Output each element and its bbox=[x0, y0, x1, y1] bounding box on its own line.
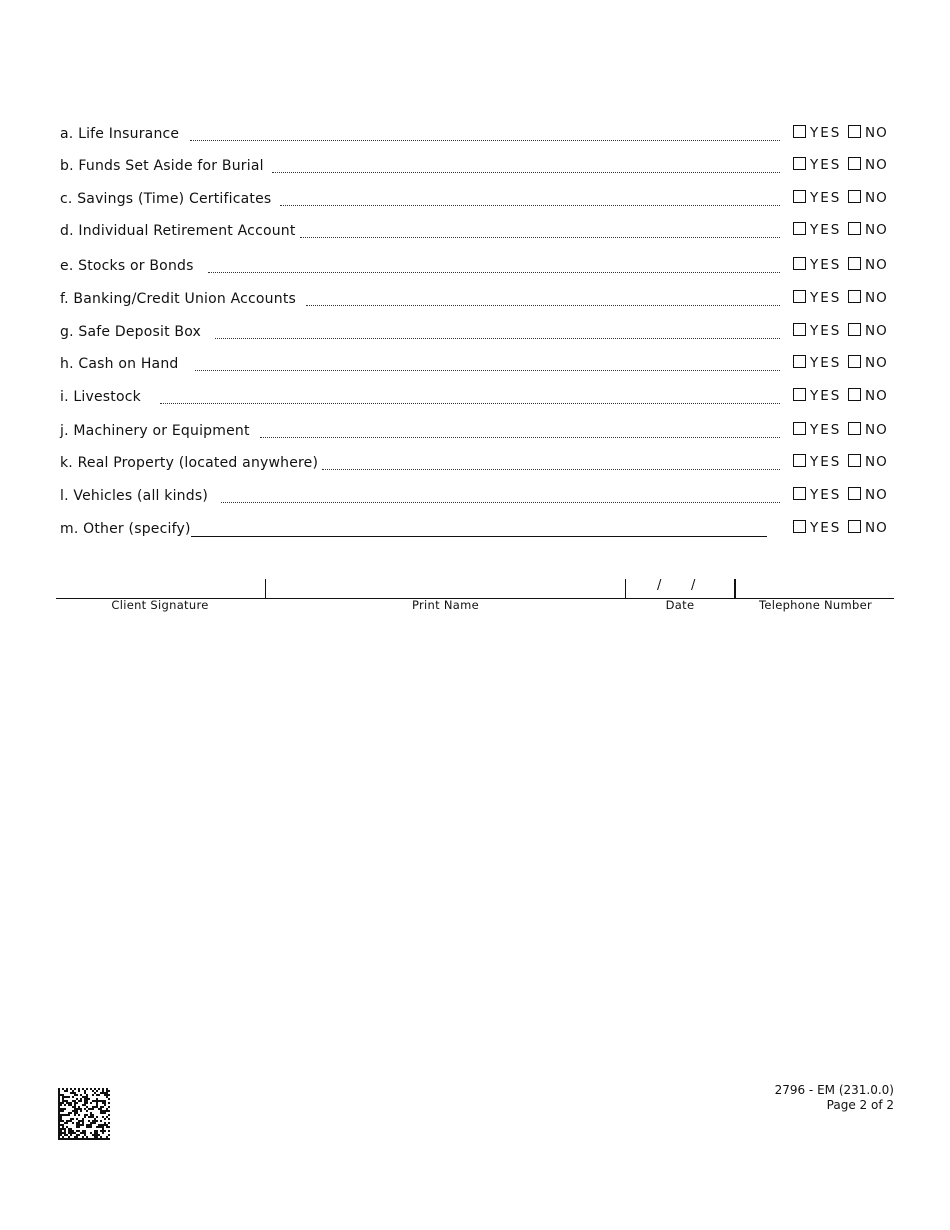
asset-row-c bbox=[60, 191, 890, 211]
yes-checkbox[interactable] bbox=[793, 125, 806, 138]
no-checkbox[interactable] bbox=[848, 157, 861, 170]
divider bbox=[734, 579, 736, 599]
asset-label: j. Machinery or Equipment bbox=[60, 423, 250, 439]
form-code: 2796 - EM (231.0.0) bbox=[774, 1083, 894, 1097]
date-caption: Date bbox=[665, 598, 695, 612]
yes-no-options bbox=[791, 387, 891, 405]
yes-no-options bbox=[791, 486, 891, 504]
no-checkbox[interactable] bbox=[848, 487, 861, 500]
yes-no-options bbox=[791, 124, 891, 142]
yes-label: YES bbox=[810, 388, 842, 404]
yes-label: YES bbox=[810, 422, 842, 438]
no-label: NO bbox=[865, 323, 888, 339]
asset-row-e bbox=[60, 258, 890, 278]
dot-leader bbox=[280, 191, 780, 206]
no-checkbox[interactable] bbox=[848, 190, 861, 203]
yes-no-options bbox=[791, 221, 891, 239]
yes-label: YES bbox=[810, 157, 842, 173]
yes-checkbox[interactable] bbox=[793, 355, 806, 368]
no-label: NO bbox=[865, 190, 888, 206]
page-number: Page 2 of 2 bbox=[826, 1098, 894, 1112]
yes-checkbox[interactable] bbox=[793, 323, 806, 336]
yes-label: YES bbox=[810, 290, 842, 306]
yes-no-options bbox=[791, 421, 891, 439]
yes-checkbox[interactable] bbox=[793, 290, 806, 303]
yes-label: YES bbox=[810, 454, 842, 470]
yes-label: YES bbox=[810, 190, 842, 206]
no-label: NO bbox=[865, 388, 888, 404]
dot-leader bbox=[322, 455, 780, 470]
asset-row-g bbox=[60, 324, 890, 344]
no-checkbox[interactable] bbox=[848, 323, 861, 336]
client-signature-caption: Client Signature bbox=[111, 598, 209, 612]
yes-no-options bbox=[791, 519, 891, 537]
asset-label: h. Cash on Hand bbox=[60, 356, 179, 372]
dot-leader bbox=[208, 258, 780, 273]
no-label: NO bbox=[865, 520, 888, 536]
asset-label: i. Livestock bbox=[60, 389, 141, 405]
yes-label: YES bbox=[810, 487, 842, 503]
yes-no-options bbox=[791, 354, 891, 372]
signature-block bbox=[56, 578, 894, 618]
dot-leader bbox=[160, 389, 780, 404]
no-label: NO bbox=[865, 290, 888, 306]
yes-label: YES bbox=[810, 257, 842, 273]
dot-leader bbox=[260, 423, 780, 438]
no-checkbox[interactable] bbox=[848, 355, 861, 368]
asset-label: l. Vehicles (all kinds) bbox=[60, 488, 208, 504]
asset-label: b. Funds Set Aside for Burial bbox=[60, 158, 264, 174]
yes-label: YES bbox=[810, 355, 842, 371]
no-label: NO bbox=[865, 222, 888, 238]
form-footer bbox=[775, 1083, 894, 1113]
date-field[interactable] bbox=[627, 578, 733, 598]
no-checkbox[interactable] bbox=[848, 454, 861, 467]
no-checkbox[interactable] bbox=[848, 257, 861, 270]
dot-leader bbox=[195, 356, 780, 371]
yes-label: YES bbox=[810, 222, 842, 238]
asset-row-j bbox=[60, 423, 890, 443]
asset-label: a. Life Insurance bbox=[60, 126, 180, 142]
asset-row-d bbox=[60, 223, 890, 243]
asset-label: k. Real Property (located anywhere) bbox=[60, 455, 319, 471]
no-label: NO bbox=[865, 454, 888, 470]
asset-label: m. Other (specify) bbox=[60, 521, 191, 537]
yes-checkbox[interactable] bbox=[793, 487, 806, 500]
dot-leader bbox=[306, 291, 780, 306]
yes-label: YES bbox=[810, 125, 842, 141]
asset-row-h bbox=[60, 356, 890, 376]
no-checkbox[interactable] bbox=[848, 222, 861, 235]
client-signature-field[interactable] bbox=[56, 578, 264, 598]
yes-checkbox[interactable] bbox=[793, 257, 806, 270]
yes-no-options bbox=[791, 189, 891, 207]
yes-label: YES bbox=[810, 520, 842, 536]
yes-no-options bbox=[791, 322, 891, 340]
barcode-image bbox=[58, 1088, 110, 1140]
asset-label: d. Individual Retirement Account bbox=[60, 223, 296, 239]
other-specify-field[interactable] bbox=[191, 536, 767, 537]
barcode-icon bbox=[58, 1088, 110, 1140]
yes-checkbox[interactable] bbox=[793, 157, 806, 170]
asset-label: c. Savings (Time) Certificates bbox=[60, 191, 272, 207]
dot-leader bbox=[221, 488, 780, 503]
print-name-field[interactable] bbox=[267, 578, 624, 598]
divider bbox=[625, 579, 626, 599]
no-label: NO bbox=[865, 422, 888, 438]
divider bbox=[265, 579, 266, 599]
no-checkbox[interactable] bbox=[848, 125, 861, 138]
asset-row-a bbox=[60, 126, 890, 146]
asset-label: e. Stocks or Bonds bbox=[60, 258, 194, 274]
yes-checkbox[interactable] bbox=[793, 520, 806, 533]
yes-checkbox[interactable] bbox=[793, 422, 806, 435]
no-label: NO bbox=[865, 355, 888, 371]
asset-row-i bbox=[60, 389, 890, 409]
dot-leader bbox=[190, 126, 780, 141]
telephone-field[interactable] bbox=[737, 578, 894, 598]
asset-label: f. Banking/Credit Union Accounts bbox=[60, 291, 297, 307]
yes-no-options bbox=[791, 256, 891, 274]
no-label: NO bbox=[865, 487, 888, 503]
yes-no-options bbox=[791, 156, 891, 174]
date-separator: / bbox=[657, 578, 662, 593]
asset-label: g. Safe Deposit Box bbox=[60, 324, 202, 340]
no-checkbox[interactable] bbox=[848, 290, 861, 303]
yes-checkbox[interactable] bbox=[793, 222, 806, 235]
yes-checkbox[interactable] bbox=[793, 454, 806, 467]
asset-row-l bbox=[60, 488, 890, 508]
telephone-caption: Telephone Number bbox=[758, 598, 873, 612]
dot-leader bbox=[300, 223, 780, 238]
asset-row-m bbox=[60, 521, 890, 541]
yes-no-options bbox=[791, 289, 891, 307]
no-checkbox[interactable] bbox=[848, 388, 861, 401]
no-checkbox[interactable] bbox=[848, 422, 861, 435]
yes-checkbox[interactable] bbox=[793, 190, 806, 203]
no-label: NO bbox=[865, 125, 888, 141]
yes-label: YES bbox=[810, 323, 842, 339]
asset-row-b bbox=[60, 158, 890, 178]
no-label: NO bbox=[865, 257, 888, 273]
asset-row-f bbox=[60, 291, 890, 311]
dot-leader bbox=[215, 324, 780, 339]
no-label: NO bbox=[865, 157, 888, 173]
yes-no-options bbox=[791, 453, 891, 471]
date-separator: / bbox=[691, 578, 696, 593]
dot-leader bbox=[272, 158, 780, 173]
yes-checkbox[interactable] bbox=[793, 388, 806, 401]
print-name-caption: Print Name bbox=[411, 598, 480, 612]
asset-row-k bbox=[60, 455, 890, 475]
no-checkbox[interactable] bbox=[848, 520, 861, 533]
